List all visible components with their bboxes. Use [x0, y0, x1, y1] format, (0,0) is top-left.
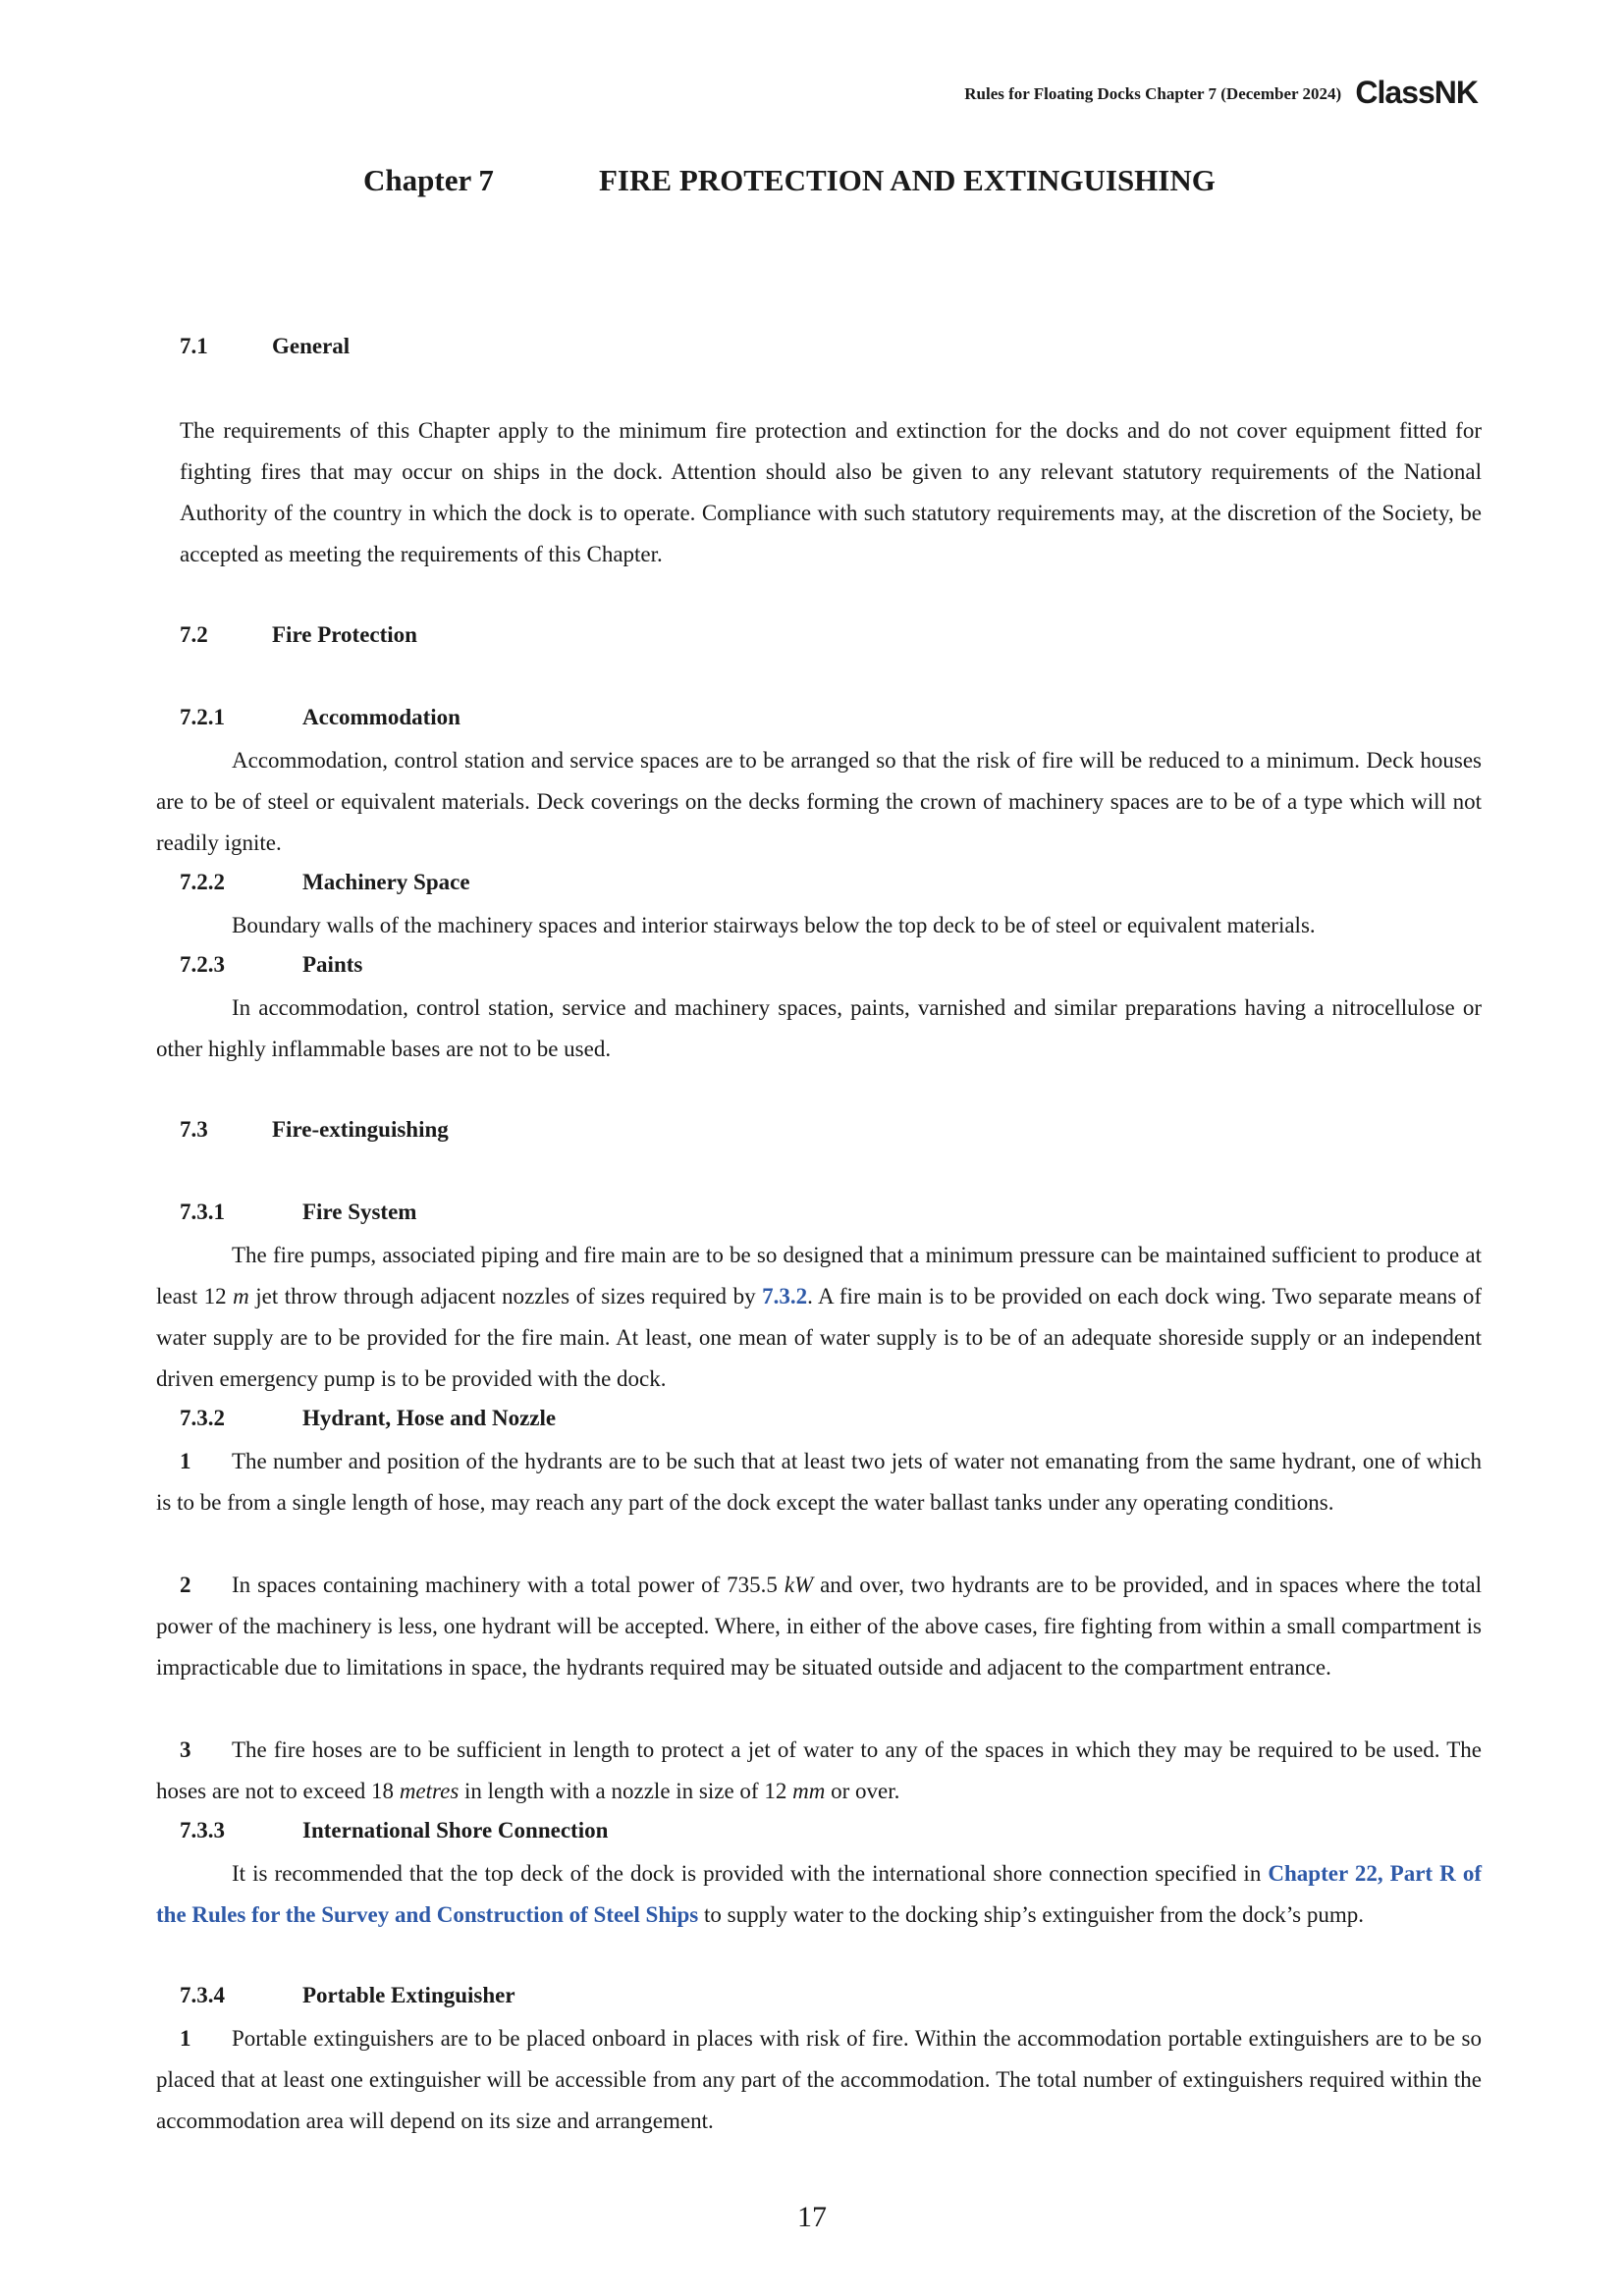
section-7-1-body: The requirements of this Chapter apply to the minimum fire protection and extinction for the docks and do not cover equipment fitted for fighting fires that may occur on ships in the dock. Attention should also be given to any relevant statutory requirements of the National Authority of the country in which the dock is to operate. Compliance with such statutory requirements may, at the discretion of the Society, be accepted as meeting the requirements of this Chapter. — [180, 418, 1482, 566]
chapter-number: Chapter 7 — [363, 163, 494, 197]
subsection-heading-7-2-2: 7.2.2 Machinery Space — [180, 870, 470, 894]
chapter-title — [363, 163, 1216, 198]
subsection-heading-7-3-2: 7.3.2 Hydrant, Hose and Nozzle — [180, 1406, 557, 1430]
subsection-7-2-3-body: In accommodation, control station, service and machinery spaces, paints, varnished and similar preparations having a nitrocellulose or other highly inflammable bases are not to be used. — [156, 995, 1482, 1061]
subsection-7-3-1-body: The fire pumps, associated piping and fire main are to be so designed that a minimum pressure can be maintained sufficient to produce at least 12 m jet throw through adjacent nozzles of sizes required by 7.3.2. A fire main is to be provided on each dock wing. Two separate means of water supply are to be provided for the fire main. At least, one mean of water supply is to be of an adequate shoreside supply or an independent driven emergency pump is to be provided with the dock. — [156, 1243, 1482, 1391]
subsection-7-3-2-paragraph-2: 2 In spaces containing machinery with a total power of 735.5 kW and over, two hydrants are to be provided, and in spaces where the total power of the machinery is less, one hydrant will be accepted. Where, in either of the above cases, fire fighting from within a small compartment is impracticable due to limitations in space, the hydrants required may be situated outside and adjacent to the compartment entrance. — [156, 1573, 1483, 1680]
subsection-heading-7-2-1: 7.2.1 Accommodation — [180, 705, 460, 729]
subsection-heading-7-2-3: 7.2.3 Paints — [180, 952, 363, 977]
reference-link-chapter-22[interactable]: Chapter 22, Part R of the Rules for the Survey and Construction of Steel Ships — [156, 1861, 1482, 1927]
subsection-7-3-2-paragraph-3: 3 The fire hoses are to be sufficient in length to protect a jet of water to any of the spaces in which they may be required to be used. The hoses are not to exceed 18 metres in length with a nozzle in size of 12 mm or over. — [156, 1737, 1482, 1803]
subsection-heading-7-3-4: 7.3.4 Portable Extinguisher — [180, 1983, 515, 2007]
running-header — [0, 75, 1478, 111]
subsection-heading-7-3-3: 7.3.3 International Shore Connection — [180, 1818, 609, 1842]
chapter-name: FIRE PROTECTION AND EXTINGUISHING — [599, 163, 1216, 197]
subsection-7-3-4-paragraph-1: 1 Portable extinguishers are to be placed onboard in places with risk of fire. Within the accommodation portable extinguishers are to be so placed that at least one extinguisher will be accessible from any part of the accommodation. The total number of extinguishers required within the accommodation area will depend on its size and arrangement. — [156, 2026, 1482, 2133]
subsection-7-2-2-body: Boundary walls of the machinery spaces and interior stairways below the top deck to be of steel or equivalent materials. — [232, 913, 1316, 937]
section-heading-7-3: 7.3 Fire-extinguishing — [180, 1117, 449, 1142]
section-heading-7-1: 7.1 General — [180, 334, 351, 358]
section-heading-7-2: 7.2 Fire Protection — [180, 622, 417, 647]
classnk-logo: ClassNK — [1355, 75, 1478, 110]
subsection-7-2-1-body: Accommodation, control station and service spaces are to be arranged so that the risk of fire will be reduced to a minimum. Deck houses are to be of steel or equivalent materials. Deck coverings on the decks forming the crown of machinery spaces are to be of a type which will not readily ignite. — [156, 748, 1482, 855]
subsection-7-3-2-paragraph-1: 1 The number and position of the hydrants are to be such that at least two jets of water not emanating from the same hydrant, one of which is to be from a single length of hose, may reach any part of the dock except the water ballast tanks under any operating conditions. — [156, 1449, 1482, 1515]
reference-link-7-3-2[interactable]: 7.3.2 — [762, 1284, 808, 1308]
page-number: 17 — [797, 2201, 827, 2233]
subsection-7-3-3-body: It is recommended that the top deck of the dock is provided with the international shore connection specified in Chapter 22, Part R of the Rules for the Survey and Construction of Steel Ships to supply water to the docking ship’s extinguisher from the dock’s pump. — [156, 1861, 1482, 1927]
running-title: Rules for Floating Docks Chapter 7 (December 2024) — [964, 84, 1342, 103]
subsection-heading-7-3-1: 7.3.1 Fire System — [180, 1200, 417, 1224]
